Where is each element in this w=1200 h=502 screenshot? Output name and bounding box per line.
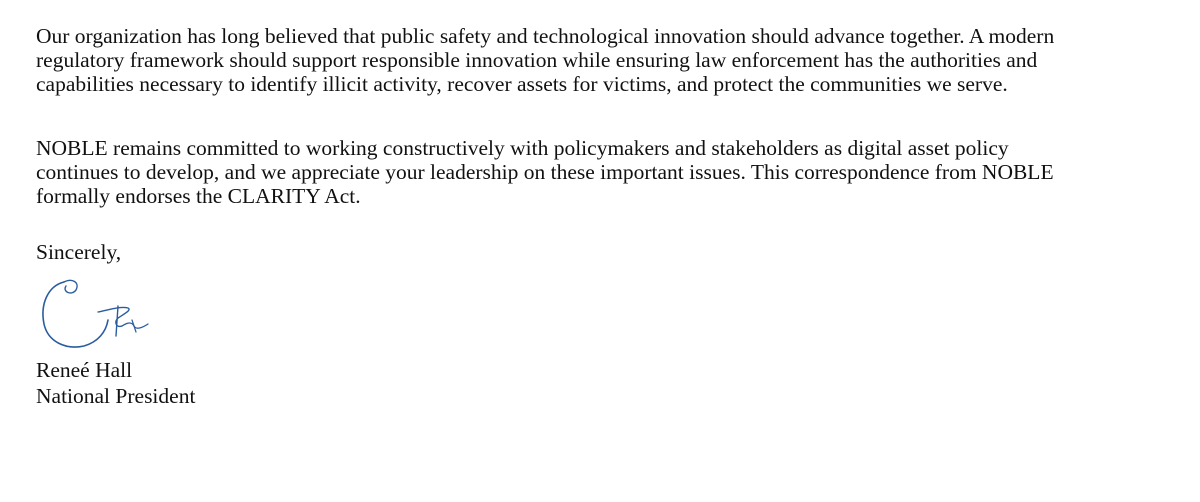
paragraph-line: formally endorses the CLARITY Act. [36, 184, 361, 208]
closing-salutation: Sincerely, [36, 240, 122, 264]
paragraph-line: regulatory framework should support responsible innovation while ensuring law enforcement has the authorities and [36, 48, 1038, 72]
paragraph-endorsement [36, 136, 1054, 208]
paragraph-line: continues to develop, and we appreciate your leadership on these important issues. This correspondence from NOBLE [36, 160, 1054, 184]
handwritten-signature [36, 276, 166, 356]
paragraph-line: NOBLE remains committed to working constructively with policymakers and stakeholders as digital asset policy [36, 136, 1009, 160]
paragraph-public-safety [36, 24, 1054, 96]
paragraph-line: capabilities necessary to identify illicit activity, recover assets for victims, and protect the communities we serve. [36, 72, 1008, 96]
signer-name: Reneé Hall [36, 358, 133, 382]
paragraph-line: Our organization has long believed that public safety and technological innovation should advance together. A modern [36, 24, 1055, 48]
signer-title: National President [36, 384, 196, 408]
